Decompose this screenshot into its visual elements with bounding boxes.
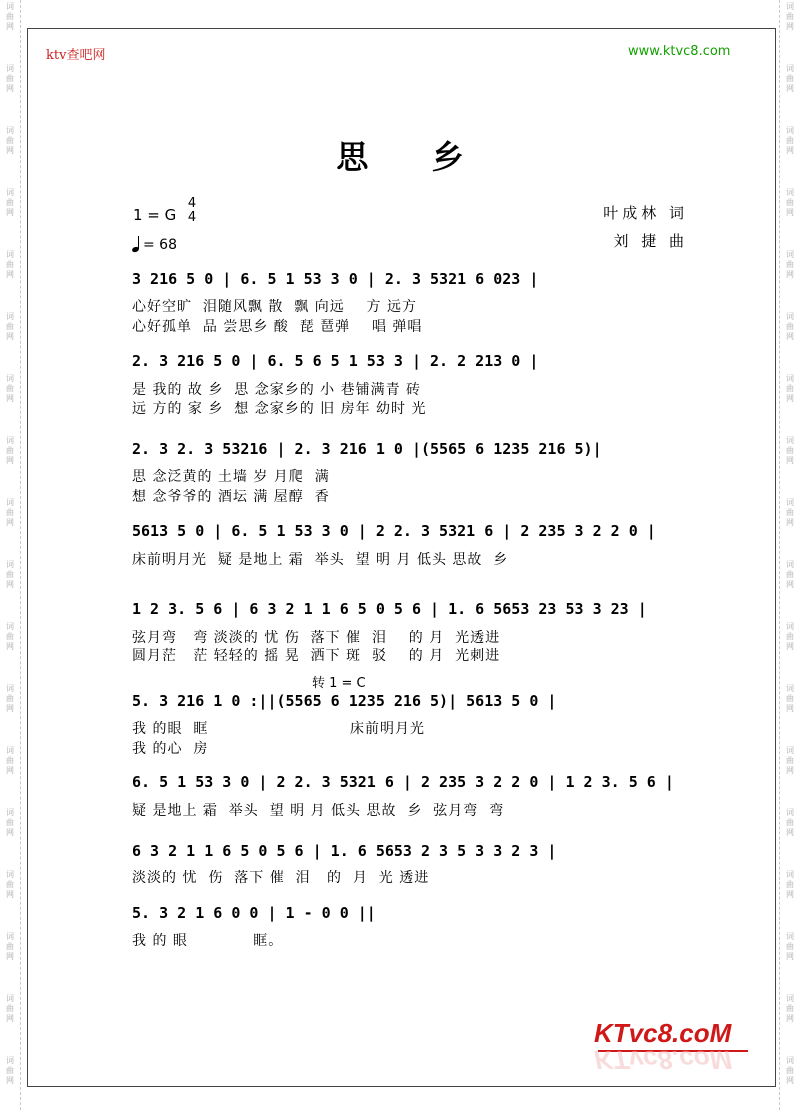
side-watermark-text: 词 曲 网	[6, 808, 14, 837]
side-watermark-text: 词 曲 网	[6, 188, 14, 217]
side-watermark-text: 词 曲 网	[6, 684, 14, 713]
lyric-line-4a: 床前明月光 疑 是地上 霜 举头 望 明 月 低头 思故 乡	[132, 552, 509, 568]
side-watermark-text: 词 曲 网	[786, 250, 794, 279]
side-watermark-text: 词 曲 网	[786, 684, 794, 713]
side-watermark-text: 词 曲 网	[786, 312, 794, 341]
key-signature: 1 = G	[133, 206, 177, 224]
side-watermark-text: 词 曲 网	[786, 436, 794, 465]
score-line-1: 3 216 5 0 | 6. 5 1 53 3 0 | 2. 3 5321 6 023 |	[132, 270, 539, 288]
time-signature-bottom: 4	[187, 210, 197, 225]
score-line-9: 5. 3 2 1 6 0 0 | 1 - 0 0 ||	[132, 904, 376, 922]
side-watermark-text: 词 曲 网	[6, 932, 14, 961]
side-watermark-text: 词 曲 网	[786, 374, 794, 403]
side-watermark-text: 词 曲 网	[6, 64, 14, 93]
score-line-7: 6. 5 1 53 3 0 | 2 2. 3 5321 6 | 2 235 3 2 2 0 | 1 2 3. 5 6 |	[132, 773, 674, 791]
lyric-line-6b: 我 的心 房	[132, 741, 209, 757]
time-signature	[185, 197, 199, 225]
tempo-value: = 68	[143, 237, 177, 253]
side-watermark-text: 词 曲 网	[6, 746, 14, 775]
composer-credit: 刘 捷 曲	[613, 232, 688, 250]
lyric-line-2a: 是 我的 故 乡 思 念家乡的 小 巷铺满青 砖	[132, 382, 422, 398]
side-watermark-text: 词 曲 网	[6, 250, 14, 279]
lyric-line-1b: 心好孤单 品 尝思乡 酸 琵 琶弹 唱 弹唱	[132, 319, 423, 335]
lyric-line-5b: 圆月茫 茫 轻轻的 摇 晃 洒下 斑 驳 的 月 光刺进	[132, 648, 501, 664]
side-watermark-text: 词 曲 网	[6, 312, 14, 341]
lyric-line-2b: 远 方的 家 乡 想 念家乡的 旧 房年 幼时 光	[132, 401, 427, 417]
side-watermark-text: 词 曲 网	[6, 1056, 14, 1085]
score-line-4: 5613 5 0 | 6. 5 1 53 3 0 | 2 2. 3 5321 6 | 2 235 3 2 2 0 |	[132, 522, 656, 540]
side-watermark-text: 词 曲 网	[6, 436, 14, 465]
side-watermark-text: 词 曲 网	[786, 746, 794, 775]
site-right-link[interactable]: www.ktvc8.com	[628, 44, 731, 59]
site-left-link[interactable]: ktv查吧网	[46, 48, 106, 63]
side-watermark-text: 词 曲 网	[6, 870, 14, 899]
score-line-5: 1 2 3. 5 6 | 6 3 2 1 1 6 5 0 5 6 | 1. 6 5653 23 53 3 23 |	[132, 600, 647, 618]
ktvc8-logo	[594, 1018, 754, 1078]
score-line-3: 2. 3 2. 3 53216 | 2. 3 216 1 0 |(5565 6 1235 216 5)|	[132, 440, 602, 458]
side-watermark-text: 词 曲 网	[6, 498, 14, 527]
tempo-marking	[132, 236, 177, 253]
side-watermark-text: 词 曲 网	[786, 560, 794, 589]
side-watermark-text: 词 曲 网	[6, 126, 14, 155]
side-watermark-text: 词 曲 网	[786, 1056, 794, 1085]
side-watermark-text: 词 曲 网	[786, 2, 794, 31]
lyric-line-6a: 我 的眼 眶 床前明月光	[132, 721, 426, 737]
logo-reflection: KTvc8.coM	[594, 1045, 732, 1075]
lyric-line-8a: 淡淡的 忧 伤 落下 催 泪 的 月 光 透进	[132, 870, 430, 886]
logo-text: KTvc8.coM	[594, 1018, 732, 1048]
side-watermark-text: 词 曲 网	[786, 498, 794, 527]
side-watermark-text: 词 曲 网	[786, 808, 794, 837]
quarter-note-icon	[132, 236, 142, 252]
side-watermark-text: 词 曲 网	[6, 994, 14, 1023]
side-watermark-text: 词 曲 网	[786, 932, 794, 961]
modulation-marking: 转 1 = C	[312, 676, 366, 691]
side-watermark-text: 词 曲 网	[786, 64, 794, 93]
lyric-line-5a: 弦月弯 弯 淡淡的 忧 伤 落下 催 泪 的 月 光透进	[132, 630, 501, 646]
lyric-line-3b: 想 念爷爷的 酒坛 满 屋醇 香	[132, 489, 330, 505]
side-watermark-text: 词 曲 网	[786, 188, 794, 217]
score-line-6: 5. 3 216 1 0 :||(5565 6 1235 216 5)| 5613 5 0 |	[132, 692, 557, 710]
score-line-2: 2. 3 216 5 0 | 6. 5 6 5 1 53 3 | 2. 2 213 0 |	[132, 352, 539, 370]
side-watermark-text: 词 曲 网	[6, 560, 14, 589]
side-watermark-text: 词 曲 网	[786, 994, 794, 1023]
song-title: 思 乡	[336, 138, 490, 176]
lyric-line-3a: 思 念泛黄的 土墙 岁 月爬 满	[132, 469, 330, 485]
time-signature-top: 4	[187, 196, 197, 211]
side-watermark-text: 词 曲 网	[786, 126, 794, 155]
side-watermark-text: 词 曲 网	[786, 870, 794, 899]
score-line-8: 6 3 2 1 1 6 5 0 5 6 | 1. 6 5653 2 3 5 3 3 2 3 |	[132, 842, 557, 860]
side-watermark-text: 词 曲 网	[6, 2, 14, 31]
lyric-line-7a: 疑 是地上 霜 举头 望 明 月 低头 思故 乡 弦月弯 弯	[132, 803, 505, 819]
side-watermark-text: 词 曲 网	[6, 374, 14, 403]
lyric-line-9a: 我 的 眼 眶。	[132, 933, 284, 949]
lyric-line-1a: 心好空旷 泪随风飘 散 飘 向远 方 远方	[132, 299, 417, 315]
side-watermark-text: 词 曲 网	[786, 622, 794, 651]
lyricist-credit: 叶成林 词	[603, 204, 688, 222]
side-watermark-text: 词 曲 网	[6, 622, 14, 651]
